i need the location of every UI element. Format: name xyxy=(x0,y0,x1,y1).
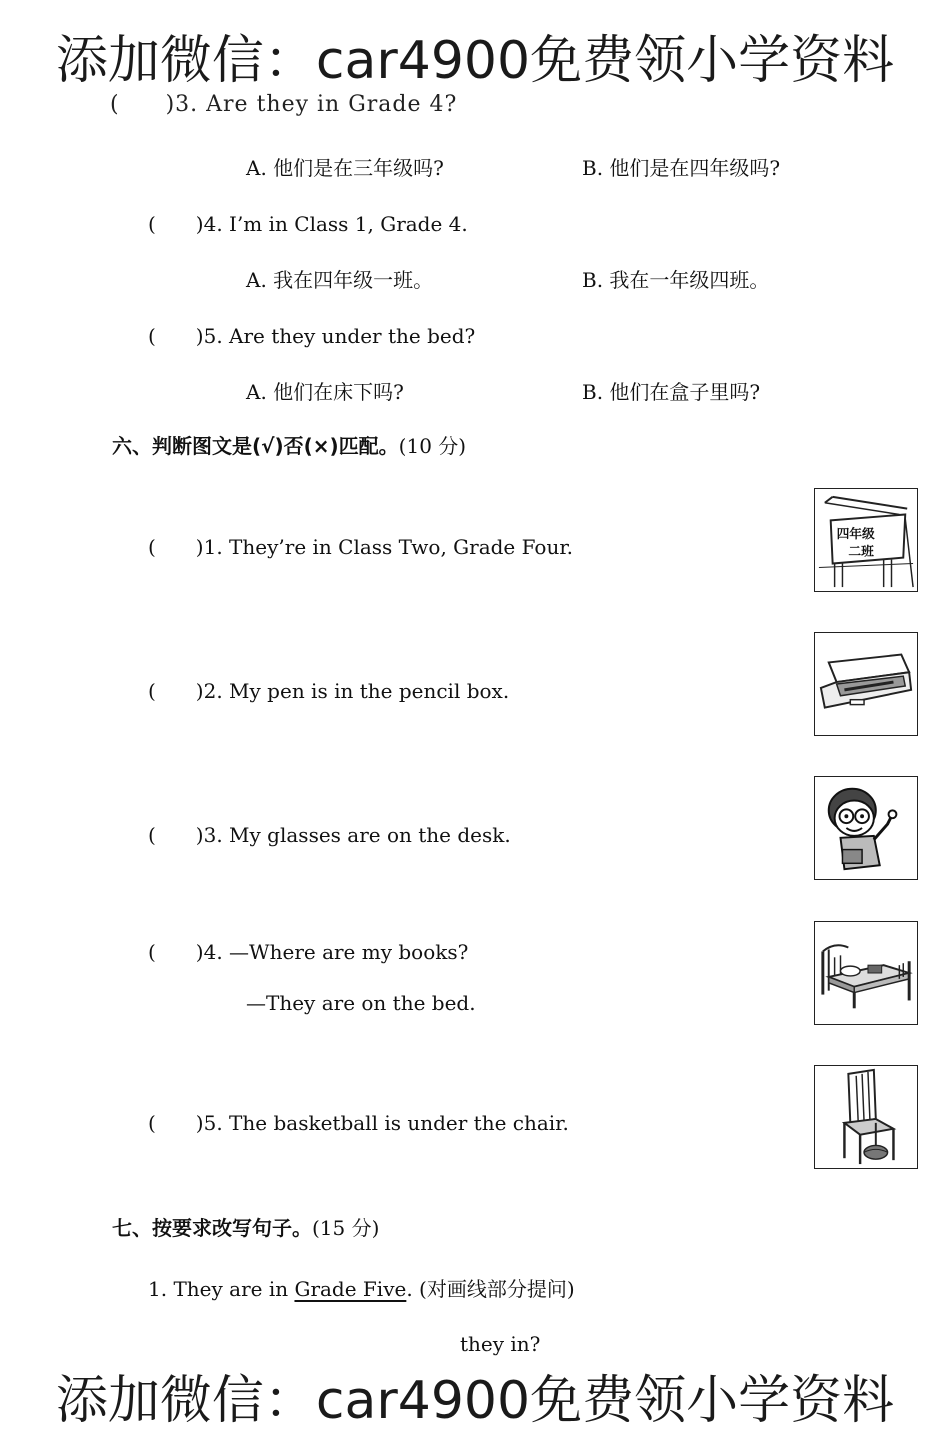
s7-q1-underlined: Grade Five xyxy=(294,1277,407,1301)
s7-q1 xyxy=(148,1273,575,1302)
s6-item-3-text: 3. My glasses are on the desk. xyxy=(203,823,511,847)
s6-item-4-blank[interactable]: ( ) xyxy=(148,940,204,964)
q3-option-a: A. 他们是在三年级吗? xyxy=(246,156,444,180)
s6-item-2-text: 2. My pen is in the pencil box. xyxy=(203,679,510,703)
boy-with-glasses-image xyxy=(814,776,918,880)
q4-text: 4. I’m in Class 1, Grade 4. xyxy=(203,212,468,236)
watermark-bottom: 添加微信：car4900免费领小学资料 xyxy=(55,1371,895,1431)
q4-answer-blank[interactable]: ( ) xyxy=(148,212,204,236)
s6-item-5 xyxy=(148,1107,569,1136)
section6-title: 六、判断图文是(√)否(×)匹配。 xyxy=(112,434,399,458)
s7-q1-suffix: . (对画线部分提问) xyxy=(406,1277,575,1301)
s6-item-1-text: 1. They’re in Class Two, Grade Four. xyxy=(203,535,574,559)
section7-score: (15 分) xyxy=(312,1216,380,1240)
s6-item-3-blank[interactable]: ( ) xyxy=(148,823,204,847)
s7-q1-cut-answer-line xyxy=(420,1330,560,1356)
s6-item-4 xyxy=(148,936,468,965)
s6-item-1-blank[interactable]: ( ) xyxy=(148,535,204,559)
q5-answer-blank[interactable]: ( ) xyxy=(148,324,204,348)
bed-image xyxy=(814,921,918,1025)
q4-option-b: B. 我在一年级四班。 xyxy=(582,268,770,292)
section7-heading xyxy=(112,1212,379,1241)
sign-line2: 二班 xyxy=(848,544,874,560)
s6-item-1 xyxy=(148,531,573,560)
q5-option-b: B. 他们在盒子里吗? xyxy=(582,380,761,404)
s6-item-2-blank[interactable]: ( ) xyxy=(148,679,204,703)
pencil-box-image xyxy=(814,632,918,736)
s6-item-5-text: 5. The basketball is under the chair. xyxy=(203,1111,569,1135)
section6-heading xyxy=(112,430,466,459)
s6-item-4-answer: —They are on the bed. xyxy=(246,991,476,1015)
cut-off-question-line xyxy=(110,92,810,121)
q5-question xyxy=(148,320,475,349)
chair-basketball-image xyxy=(814,1065,918,1169)
cut-off-question-text: ( )3. Are they in Grade 4? xyxy=(110,92,604,117)
s6-item-3 xyxy=(148,819,511,848)
s6-item-4-text: 4. —Where are my books? xyxy=(203,940,469,964)
s7-q1-cut-text: they in? xyxy=(420,1332,541,1356)
q5-option-a: A. 他们在床下吗? xyxy=(246,380,404,404)
q3-option-b: B. 他们是在四年级吗? xyxy=(582,156,781,180)
s6-item-5-blank[interactable]: ( ) xyxy=(148,1111,204,1135)
sign-line1: 四年级 xyxy=(836,527,875,543)
section7-title: 七、按要求改写句子。 xyxy=(112,1216,312,1240)
s6-item-2 xyxy=(148,675,509,704)
s7-q1-prefix: 1. They are in xyxy=(148,1277,295,1301)
classroom-sign-image xyxy=(814,488,918,592)
section6-score: (10 分) xyxy=(398,434,467,458)
q5-text: 5. Are they under the bed? xyxy=(203,324,476,348)
q4-question xyxy=(148,208,468,237)
watermark-top: 添加微信：car4900免费领小学资料 xyxy=(55,31,895,91)
q4-option-a: A. 我在四年级一班。 xyxy=(246,268,434,292)
